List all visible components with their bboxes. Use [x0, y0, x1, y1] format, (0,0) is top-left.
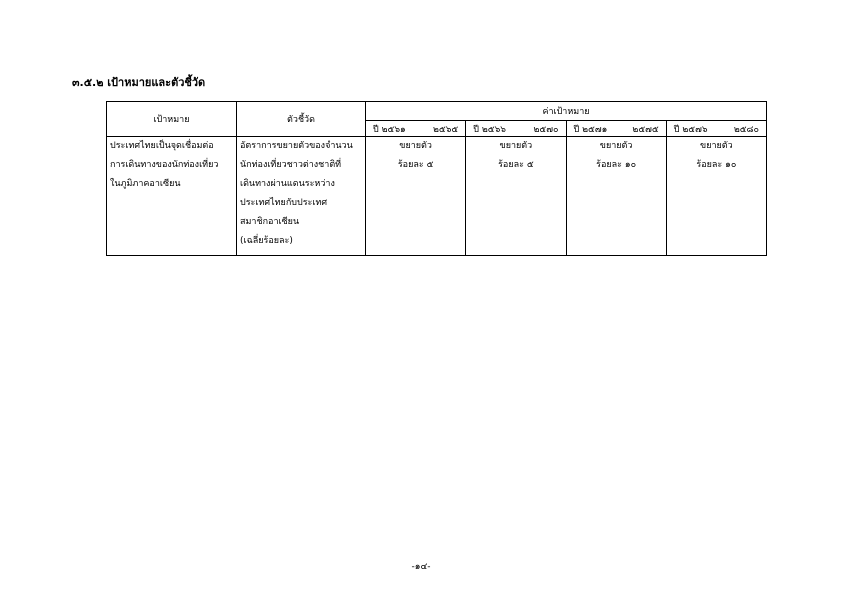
period-end: ๒๕๘๐ [733, 124, 759, 135]
target-value-line2: ร้อยละ ๑๐ [696, 160, 737, 170]
target-value-line2: ร้อยละ ๕ [498, 160, 534, 170]
indicator-line: สมาชิกอาเซียน [240, 217, 300, 227]
goal-line: ในภูมิภาคอาเซียน [110, 179, 181, 189]
header-indicator: ตัวชี้วัด [237, 102, 366, 137]
indicator-line: นักท่องเที่ยวชาวต่างชาติที่ [240, 160, 342, 170]
indicator-line: ประเทศไทยกับประเทศ [240, 198, 328, 208]
header-period [466, 121, 566, 137]
header-period [366, 121, 466, 137]
goals-indicators-table [106, 101, 767, 256]
indicator-line: (เฉลี่ยร้อยละ) [240, 236, 293, 246]
period-label: ปี ๒๕๖๑ [373, 124, 406, 135]
period-end: ๒๕๖๕ [432, 124, 459, 135]
target-value-cell [466, 137, 566, 256]
page-number: -๑๔- [411, 562, 431, 572]
header-goal: เป้าหมาย [107, 102, 237, 137]
period-label: ปี ๒๕๖๖ [473, 124, 506, 135]
period-label: ปี ๒๕๗๑ [573, 124, 608, 135]
indicator-cell [237, 137, 366, 256]
period-label: ปี ๒๕๗๖ [673, 124, 708, 135]
target-value-cell [366, 137, 466, 256]
target-value-line1: ขยายตัว [499, 141, 533, 151]
period-end: ๒๕๗๕ [632, 124, 659, 135]
header-period [566, 121, 666, 137]
target-value-line2: ร้อยละ ๑๐ [596, 160, 637, 170]
period-end: ๒๕๗๐ [533, 124, 559, 135]
section-heading: ๓.๕.๒ เป้าหมายและตัวชี้วัด [72, 76, 206, 89]
indicator-line: อัตราการขยายตัวของจำนวน [240, 141, 353, 151]
table-row [107, 137, 767, 256]
goal-line: ประเทศไทยเป็นจุดเชื่อมต่อ [110, 141, 214, 151]
target-value-cell [566, 137, 666, 256]
target-value-line1: ขยายตัว [599, 141, 633, 151]
target-value-line2: ร้อยละ ๕ [397, 160, 434, 170]
goal-cell [107, 137, 237, 256]
header-period [666, 121, 766, 137]
indicator-line: เดินทางผ่านแดนระหว่าง [240, 179, 335, 189]
goal-line: การเดินทางของนักท่องเที่ยว [110, 160, 219, 170]
header-target-values: ค่าเป้าหมาย [366, 102, 767, 121]
target-value-line1: ขยายตัว [399, 141, 432, 151]
target-value-line1: ขยายตัว [700, 141, 733, 151]
target-value-cell [666, 137, 766, 256]
